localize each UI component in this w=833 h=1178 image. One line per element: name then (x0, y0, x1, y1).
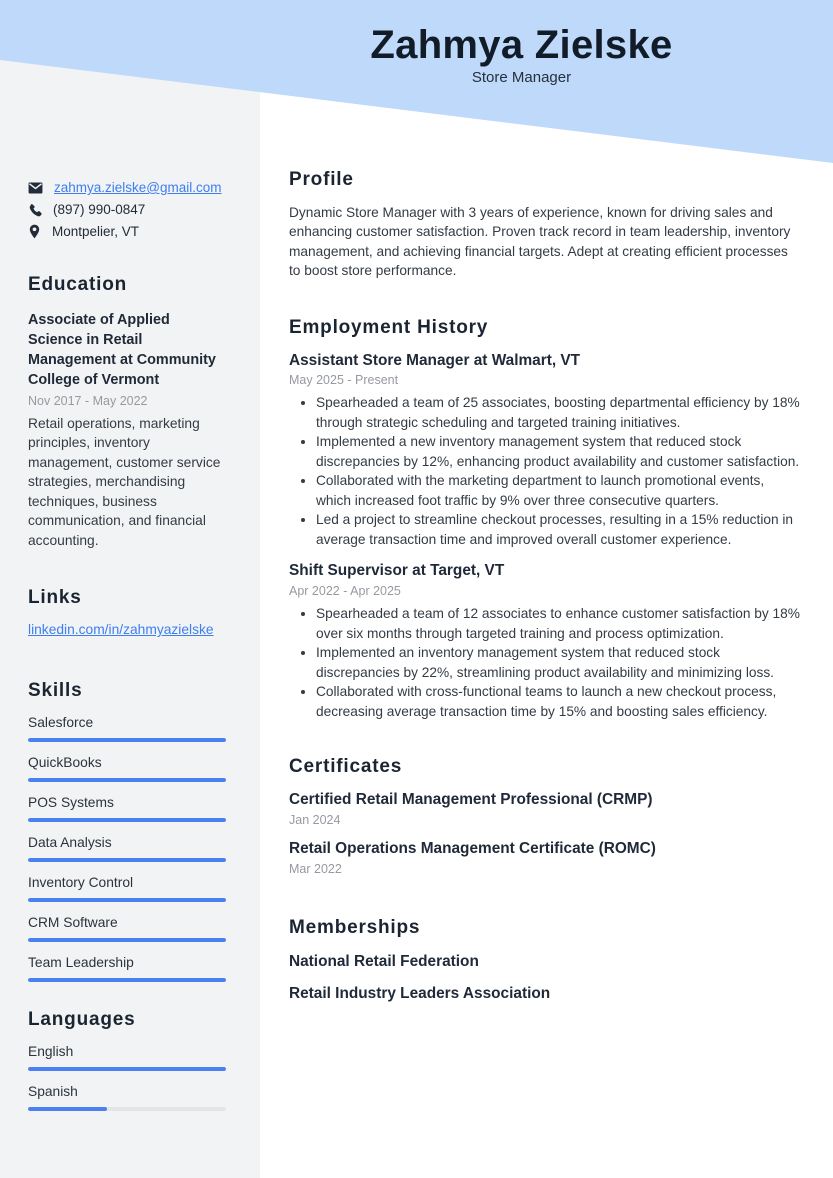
language-item (28, 1044, 226, 1071)
job-bullet: • Implemented an inventory management system that reduced stock discrepancies by 22%, streamlining product availability and minimizing loss. (316, 643, 800, 682)
skill-item (28, 795, 226, 822)
skill-bar (28, 818, 226, 822)
skill-label: CRM Software (28, 915, 118, 931)
certificates-heading: Certificates (289, 756, 403, 778)
skill-bar (28, 898, 226, 902)
certificate-title: Certified Retail Management Professional (CRMP) (289, 791, 653, 809)
job-title: Shift Supervisor at Target, VT (289, 562, 505, 580)
skill-label: POS Systems (28, 795, 114, 811)
skill-label: Data Analysis (28, 835, 112, 851)
sidebar (0, 0, 260, 1178)
phone-icon (28, 203, 42, 217)
header (210, 24, 833, 86)
job-bullet: • Spearheaded a team of 12 associates to enhance customer satisfaction by 18% over six months through targeted training and process optimization. (316, 604, 800, 643)
location-text: Montpelier, VT (52, 224, 140, 239)
job-bullet-list (289, 604, 800, 721)
certificate-title: Retail Operations Management Certificate (ROMC) (289, 840, 656, 858)
certificate-entry (289, 791, 800, 827)
envelope-icon (28, 182, 43, 194)
language-label: English (28, 1044, 74, 1060)
skill-bar-fill (28, 858, 226, 862)
education-dates: Nov 2017 - May 2022 (28, 393, 148, 408)
email-link[interactable]: zahmya.zielske@gmail.com (54, 180, 222, 195)
language-bar-fill (28, 1067, 226, 1071)
language-bar (28, 1107, 226, 1111)
education-heading: Education (28, 274, 128, 295)
skill-bar-fill (28, 778, 226, 782)
job-bullet: • Collaborated with the marketing department to launch promotional events, which increased foot traffic by 9% over three consecutive quarters. (316, 471, 800, 510)
education-description: Retail operations, marketing principles, inventory management, customer service strategies, merchandising techniques, business communication, and financial accounting. (28, 415, 221, 548)
links-heading: Links (28, 587, 82, 609)
job-bullet: • Spearheaded a team of 25 associates, boosting departmental efficiency by 18% through strategic scheduling and targeted training initiatives. (316, 393, 800, 432)
job-dates: Apr 2022 - Apr 2025 (289, 584, 401, 599)
certificate-entry (289, 840, 800, 876)
skill-bar-fill (28, 978, 226, 982)
job-bullet: • Implemented a new inventory management system that reduced stock discrepancies by 12%, enhancing product availability and customer satisfaction. (316, 432, 800, 471)
skill-label: QuickBooks (28, 755, 102, 771)
phone-number: (897) 990-0847 (53, 202, 146, 217)
language-item (28, 1084, 226, 1111)
job-bullet: • Led a project to streamline checkout processes, resulting in a 15% reduction in average transaction time and improved overall customer experience. (316, 510, 800, 549)
profile-text: Dynamic Store Manager with 3 years of experience, known for driving sales and enhancing customer satisfaction. Proven track record in team leadership, inventory management, and achieving financial targets. Adept at creating efficient processes to boost store performance. (289, 204, 791, 279)
skill-bar (28, 978, 226, 982)
job-entry (289, 562, 800, 721)
skill-bar-fill (28, 898, 226, 902)
skill-bar-fill (28, 818, 226, 822)
main-column (289, 170, 800, 1003)
job-bullet-list (289, 393, 800, 549)
contact-phone-row (28, 202, 226, 217)
language-label: Spanish (28, 1084, 78, 1100)
candidate-name: Zahmya Zielske (370, 23, 673, 67)
skill-label: Inventory Control (28, 875, 134, 891)
profile-heading: Profile (289, 169, 354, 190)
job-bullet: • Collaborated with cross-functional teams to launch a new checkout process, decreasing average transaction time by 15% and boosting sales efficiency. (316, 682, 800, 721)
education-degree: Associate of Applied Science in Retail Management at Community College of Vermont (28, 311, 216, 388)
skill-item (28, 715, 226, 742)
certificate-date: Jan 2024 (289, 813, 341, 828)
language-bar (28, 1067, 226, 1071)
contact-email-row (28, 180, 226, 195)
skill-bar (28, 938, 226, 942)
job-title: Assistant Store Manager at Walmart, VT (289, 351, 581, 369)
skill-bar-fill (28, 738, 226, 742)
employment-heading: Employment History (289, 316, 489, 338)
skill-item (28, 915, 226, 942)
linkedin-link[interactable]: linkedin.com/in/zahmyazielske (28, 622, 214, 638)
memberships-heading: Memberships (289, 917, 421, 939)
languages-heading: Languages (28, 1009, 136, 1031)
candidate-job-title: Store Manager (471, 69, 572, 86)
skill-item (28, 755, 226, 782)
skill-item (28, 955, 226, 982)
skill-bar-fill (28, 938, 226, 942)
skill-label: Team Leadership (28, 955, 134, 971)
membership-entry: National Retail Federation (289, 952, 479, 970)
contact-location-row (28, 224, 226, 239)
skill-bar (28, 858, 226, 862)
skill-item (28, 875, 226, 902)
skill-bar (28, 738, 226, 742)
language-bar-fill (28, 1107, 107, 1111)
job-entry (289, 352, 800, 550)
job-dates: May 2025 - Present (289, 373, 399, 388)
skill-bar (28, 778, 226, 782)
skills-heading: Skills (28, 680, 83, 702)
skill-label: Salesforce (28, 715, 94, 731)
certificate-date: Mar 2022 (289, 862, 342, 877)
membership-entry: Retail Industry Leaders Association (289, 984, 551, 1002)
location-pin-icon (28, 224, 41, 239)
skill-item (28, 835, 226, 862)
